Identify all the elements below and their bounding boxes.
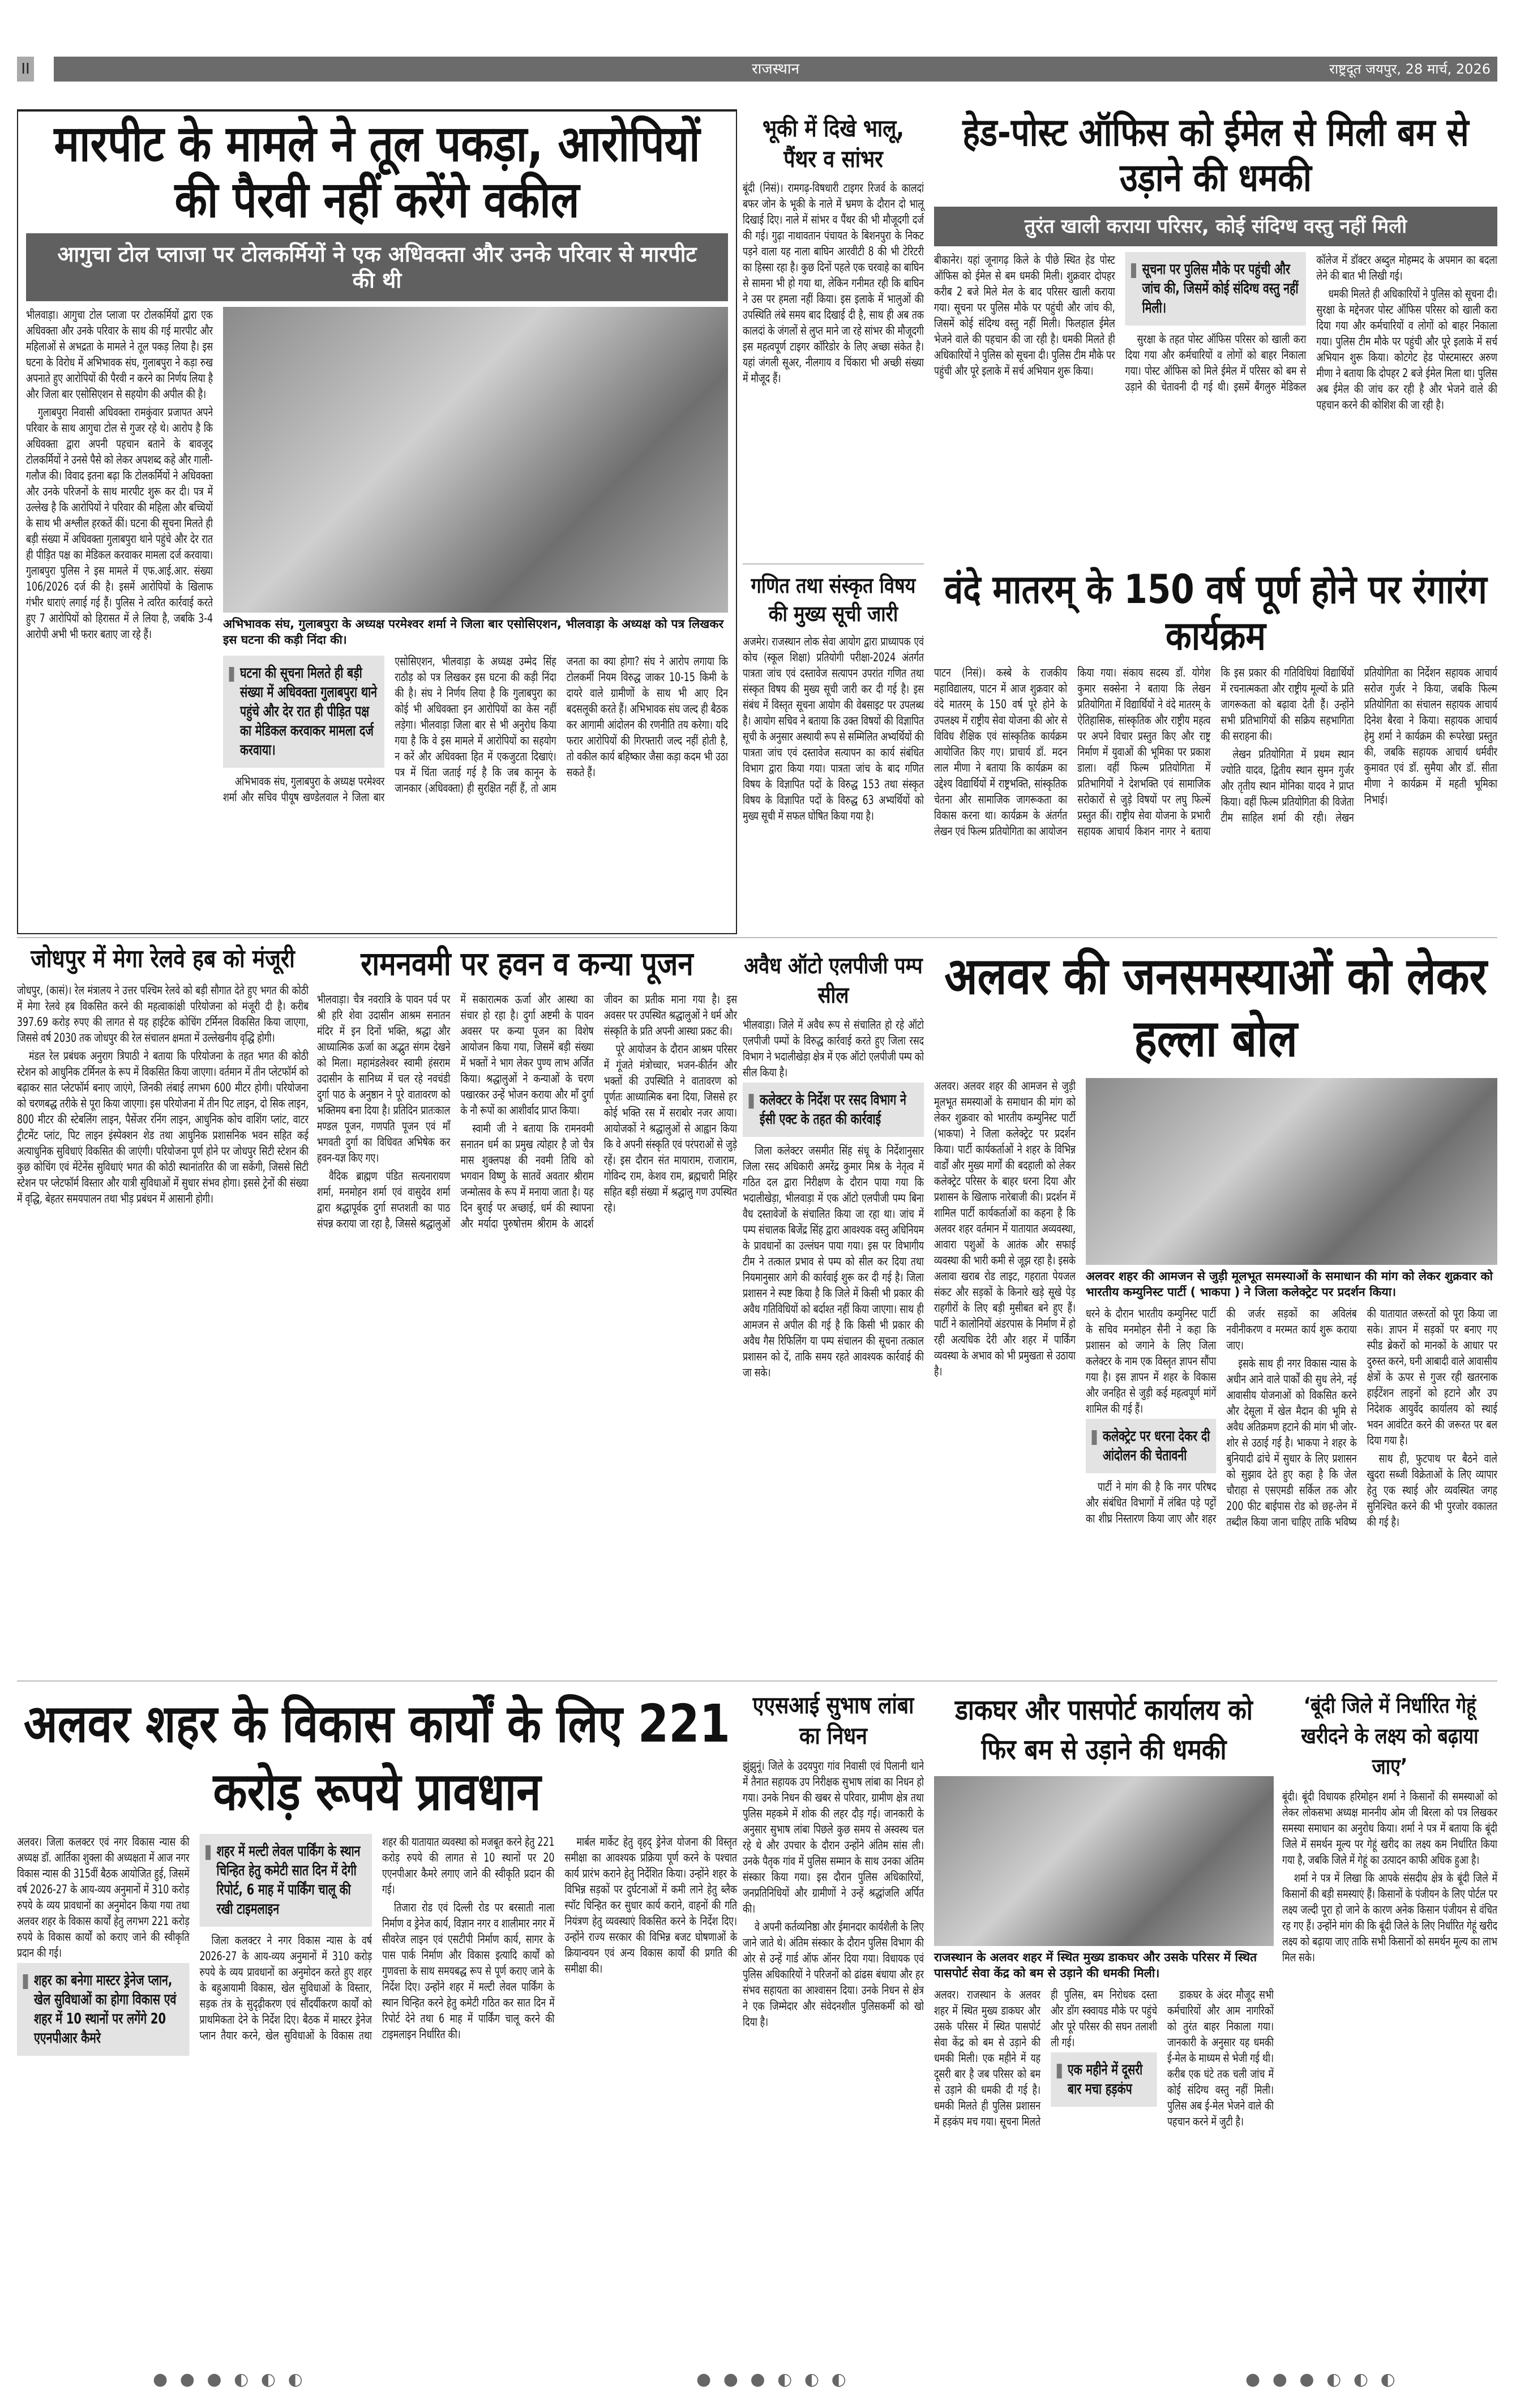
headline: वंदे मातरम् के 150 वर्ष पूर्ण होने पर रंगारंग कार्यक्रम	[944, 566, 1487, 659]
story-subhash	[743, 1690, 924, 2032]
headline: मारपीट के मामले ने तूल पकड़ा, आरोपियों की पैरवी नहीं करेंगे वकील	[54, 114, 700, 229]
article-body: जोधपुर, (कासं)। रेल मंत्रालय ने उत्तर पश्चिम रेलवे को बड़ी सौगात देते हुए भगत की कोठी में मेगा रेलवे हब विकसित करने की महत्वाकांक्षी परियोजना को मंजूरी दी है। करीब 397.69 करोड़ रुपए की लागत से यह हाईटेक कोचिंग टर्मिनल विकसित किया जाएगा, जिससे वर्ष 2030 तक जोधपुर की रेल संचालन क्षमता में उल्लेखनीय वृद्धि होगी। मंडल रेल प्रबंधक अनुराग त्रिपाठी ने बताया कि परियोजना के तहत भगत की कोठी स्टेशन को आधुनिक टर्मिनल के रूप में विकसित किया जाएगा। वर्तमान में तीन प्लेटफॉर्म को बढ़ाकर सात प्लेटफॉर्म बनाए जाएंगे, जिनकी लंबाई लगभग 600 मीटर होगी। परियोजना को चरणबद्ध तरीके से पूरा किया जाएगा। इस परियोजना में तीन पिट लाइन, दो सिक लाइन, 800 मीटर की स्टेबलिंग लाइन, पैसेंजर रनिंग लाइन, आधुनिक कोच वाशिंग प्लांट, वाटर ट्रीटमेंट प्लांट, पिट लाइन इंस्पेक्शन शेड तथा आधुनिक प्रशासनिक भवन सहित कई अत्याधुनिक सुविधाएं विकसित की जाएंगी। परियोजना पूर्ण होने पर जोधपुर सिटी स्टेशन की कुछ कोचिंग एवं मेंटेनेंस सुविधाएं भगत की कोठी स्थानांतरित की जा सकेंगी, जिससे सिटी स्टेशन पर प्लेटफॉर्म विस्तार और यात्री सुविधाओं में सुधार संभव होगा। इससे ट्रेनों की संख्या में वृद्धि, बेहतर समयपालन तथा भीड़ प्रबंधन में आसानी होगी।	[17, 983, 309, 1205]
divider	[17, 937, 1497, 938]
headline: रामनवमी पर हवन व कन्या पूजन	[361, 944, 693, 983]
divider	[17, 1680, 1497, 1682]
highlight-box: सूचना पर पुलिस मौके पर पहुंची और जांच की, जिसमें कोई संदिग्ध वस्तु नहीं मिली।	[1125, 252, 1307, 326]
news-photo	[934, 1776, 1274, 1946]
photo-caption: अभिभावक संघ, गुलाबपुरा के अध्यक्ष परमेश्वर शर्मा ने जिला बार एसोसिएशन, भीलवाड़ा के अध्यक्ष को पत्र लिखकर इस घटना की कड़ी निंदा की।	[223, 617, 724, 647]
article-body: बीकानेर। यहां जूनागढ़ किले के पीछे स्थित हेड पोस्ट ऑफिस को ईमेल से बम धमकी मिली। शुक्रवार दोपहर करीब 2 बजे मिले मेल के बाद परिसर खाली कराया गया। सूचना पर पुलिस मौके पर पहुंची और जांच की, जिसमें कोई संदिग्ध वस्तु नहीं मिली। फिलहाल ईमेल भेजने वाले की पहचान की जा रही है। धमकी मिलते ही अधिकारियों ने पुलिस को सूचना दी। पुलिस टीम मौके पर पहुंची और पूरे इलाके में सर्च अभियान शुरू किया। सूचना पर पुलिस मौके पर पहुंची और जांच की, जिसमें कोई संदिग्ध वस्तु नहीं मिली। सुरक्षा के तहत पोस्ट ऑफिस परिसर को खाली करा दिया गया और कर्मचारियों व लोगों को बाहर निकाला गया। पोस्ट ऑफिस को मिले ईमेल में परिसर को बम से उड़ाने की चेतावनी दी गई थी। इसमें बैंगलुरु मेडिकल कॉलेज में डॉक्टर अब्दुल मोहम्मद के अपमान का बदला लेने की बात भी लिखी गई। धमकी मिलते ही अधिकारियों ने पुलिस को सूचना दी। सुरक्षा के मद्देनजर पोस्ट ऑफिस परिसर को खाली करा दिया गया और कर्मचारियों व लोगों को बाहर निकाला गया। पुलिस टीम मौके पर पहुंची और पूरे इलाके में सर्च अभियान शुरू किया। कोटगेट हेड पोस्टमास्टर अरुण मीणा ने बताया कि दोपहर 2 बजे ईमेल मिला था। पुलिस अब ईमेल की जांच कर रही है और भेजने वाले की पहचान करने की कोशिश की जा रही है।	[934, 253, 1497, 412]
article-body: भीलवाड़ा। चैत्र नवरात्रि के पावन पर्व पर श्री हरि शेवा उदासीन आश्रम सनातन मंदिर में इन दिनों भक्ति, श्रद्धा और आध्यात्मिक ऊर्जा का अद्भुत संगम देखने को मिला। महामंडलेश्वर स्वामी हंसराम उदासीन के सानिध्य में चल रहे नवचंडी दुर्गा पाठ के अनुष्ठान ने पूरे वातावरण को भक्तिमय बना दिया है। प्रतिदिन प्रातःकाल मण्डल पूजन, गणपति पूजन एवं माँ भगवती दुर्गा का विधिवत अभिषेक कर हवन-यज्ञ किए गए। वैदिक ब्राह्मण पंडित सत्यनारायण शर्मा, मनमोहन शर्मा एवं वासुदेव शर्मा द्वारा श्रद्धापूर्वक दुर्गा सप्तशती का पाठ संपन्न कराया जा रहा है, जिससे श्रद्धालुओं में सकारात्मक ऊर्जा और आस्था का संचार हो रहा है। दुर्गा अष्टमी के पावन अवसर पर कन्या पूजन का विशेष आयोजन किया गया, जिसमें बड़ी संख्या में भक्तों ने भाग लेकर पुण्य लाभ अर्जित किया। श्रद्धालुओं ने कन्याओं के चरण पखारकर उन्हें भोजन कराया और माँ दुर्गा के नौ रूपों का आशीर्वाद प्राप्त किया। स्वामी जी ने बताया कि रामनवमी सनातन धर्म का प्रमुख त्योहार है जो चैत्र मास शुक्लपक्ष की नवमी तिथि को भगवान विष्णु के सातवें अवतार श्रीराम जन्मोत्सव के रूप में मनाया जाता है। यह दिन बुराई पर अच्छाई, धर्म की स्थापना और मर्यादा पुरुषोत्तम श्रीराम के आदर्श जीवन का प्रतीक माना गया है। इस अवसर पर उपस्थित श्रद्धालुओं ने धर्म और संस्कृति के प्रति अपनी आस्था प्रकट की। पूरे आयोजन के दौरान आश्रम परिसर में गूंजते मंत्रोच्चार, भजन-कीर्तन और भक्तों की उपस्थिति ने वातावरण को पूर्णतः आध्यात्मिक बना दिया, जिससे हर कोई भक्ति रस में सराबोर नजर आया। आयोजकों ने श्रद्धालुओं से आह्वान किया कि वे अपनी संस्कृति एवं परंपराओं से जुड़े रहें। इस दौरान संत मायाराम, राजाराम, गोविन्द राम, केशव राम, ब्रह्मचारी मिहिर सहित बड़ी संख्या में श्रद्धालु गण उपस्थित रहे।	[317, 993, 737, 1230]
story-vande	[934, 566, 1497, 839]
headline: एएसआई सुभाष लांबा का निधन	[752, 1691, 914, 1750]
headline: ‘बूंदी जिले में निर्धारित गेहूं खरीदने के लक्ष्य को बढ़ाया जाए’	[1301, 1693, 1479, 1779]
headline: डाकघर और पासपोर्ट कार्यालय को फिर बम से उड़ाने की धमकी	[955, 1693, 1253, 1766]
headline: जोधपुर में मेगा रेलवे हब को मंजूरी	[31, 944, 295, 973]
highlight-box: शहर का बनेगा मास्टर ड्रेनेज प्लान, खेल सुविधाओं का होगा विकास एवं शहर में 10 स्थानों पर लगेंगे 20 एएनपीआर कैमरे	[17, 1963, 190, 2056]
news-photo	[1086, 1078, 1497, 1265]
article-body: धरने के दौरान भारतीय कम्युनिस्ट पार्टी के सचिव मनमोहन सैनी ने कहा कि प्रशासन को जगाने के लिए जिला कलेक्टर के नाम एक विस्तृत ज्ञापन सौंपा गया है। इस ज्ञापन में शहर के विकास और जनहित से जुड़ी कई महत्वपूर्ण मांगें शामिल की गई हैं। कलेक्ट्रेट पर धरना देकर दी आंदोलन की चेतावनी पार्टी ने मांग की है कि नगर परिषद और संबंधित विभागों में लंबित पड़े पट्टों का शीघ्र निस्तारण किया जाए और शहर की जर्जर सड़कों का अविलंब नवीनीकरण व मरम्मत कार्य शुरू कराया जाए। इसके साथ ही नगर विकास न्यास के अधीन आने वाले पार्कों की सुध लेने, नई आवासीय योजनाओं को विकसित करने और देसूला में खेल मैदान की भूमि से अवैध अतिक्रमण हटाने की मांग भी जोर-शोर से उठाई गई है। भाकपा ने शहर के बुनियादी ढांचे में सुधार के लिए प्रशासन को सुझाव देते हुए कहा है कि जेल चौराहा से एसएमडी सर्किल तक और 200 फीट बाईपास रोड को छह-लेन में तब्दील किया जाना चाहिए ताकि भविष्य की यातायात जरूरतों को पूरा किया जा सके। ज्ञापन में सड़कों पर बनाए गए स्पीड ब्रेकरों को मानकों के आधार पर दुरुस्त करने, घनी आबादी वाले आवासीय क्षेत्रों के ऊपर से गुजर रही खतरनाक हाईटेंशन लाइनों को हटाने और उप निदेशक आयुर्वेद कार्यालय को स्थाई भवन आवंटित करने की जरूरत पर बल दिया गया है। साथ ही, फुटपाथ पर बैठने वाले खुदरा सब्जी विक्रेताओं के लिए व्यापार हेतु एक स्थाई और व्यवस्थित जगह सुनिश्चित करने की भी पुरजोर वकालत की गई है।	[1086, 1307, 1497, 1529]
headline: अवैध ऑटो एलपीजी पम्प सील	[744, 953, 923, 1008]
headline: अलवर की जनसमस्याओं को लेकर हल्ला बोल	[944, 947, 1487, 1068]
news-photo	[223, 307, 728, 613]
headline: अलवर शहर के विकास कार्यों के लिए 221 करोड़ रूपये प्रावधान	[23, 1693, 731, 1822]
article-body: पाटन (निसं)। कस्बे के राजकीय महाविद्यालय, पाटन में आज शुक्रवार को वंदे मातरम् के 150 वर्ष पूरे होने के उपलक्ष्य में राष्ट्रीय सेवा योजना की ओर से विविध शैक्षिक एवं सांस्कृतिक कार्यक्रम आयोजित किए गए। प्राचार्य डॉ. मदन लाल मीणा ने बताया कि कार्यक्रम का उद्देश्य विद्यार्थियों में राष्ट्रभक्ति, सांस्कृतिक चेतना और सामाजिक जागरूकता का विकास करना था। कार्यक्रम के अंतर्गत लेखन एवं फिल्म प्रतियोगिता का आयोजन किया गया। संकाय सदस्य डॉ. योगेश कुमार सक्सेना ने बताया कि लेखन प्रतियोगिता में विद्यार्थियों ने वंदे मातरम् के ऐतिहासिक, सांस्कृतिक और राष्ट्रीय महत्व पर अपने विचार प्रस्तुत किए और राष्ट्र निर्माण में युवाओं की भूमिका पर प्रकाश डाला। वहीं फिल्म प्रतियोगिता में प्रतिभागियों ने देशभक्ति एवं सामाजिक सरोकारों से जुड़े विषयों पर लघु फिल्में प्रस्तुत कीं। राष्ट्रीय सेवा योजना के प्रभारी सहायक आचार्य किशन नागर ने बताया कि इस प्रकार की गतिविधियां विद्यार्थियों में रचनात्मकता और राष्ट्रीय मूल्यों के प्रति जागरूकता को बढ़ावा देती हैं। उन्होंने सभी प्रतिभागियों की सक्रिय सहभागिता की सराहना की। लेखन प्रतियोगिता में प्रथम स्थान ज्योति यादव, द्वितीय स्थान सुमन गुर्जर और तृतीय स्थान मोनिका यादव ने प्राप्त किया। वहीं फिल्म प्रतियोगिता की विजेता टीम साहिल शर्मा की रही। लेखन प्रतियोगिता का निर्देशन सहायक आचार्य सरोज गुर्जर ने किया, जबकि फिल्म प्रतियोगिता का संचालन सहायक आचार्य दिनेश बैरवा ने किया। सहायक आचार्य हेमु शर्मा ने कार्यक्रम की रूपरेखा प्रस्तुत की, जबकि सहायक आचार्य धर्मवीर कुमावत एवं डॉ. सुमैया और डॉ. सीता मीणा ने कार्यक्रम में महती भूमिका निभाई।	[934, 666, 1497, 838]
dateline: राष्ट्रदूत जयपुर, 28 मार्च, 2026	[1329, 61, 1491, 77]
article-body: अजमेर। राजस्थान लोक सेवा आयोग द्वारा प्राध्यापक एवं कोच (स्कूल शिक्षा) प्रतियोगी परीक्षा-2024 अंतर्गत पात्रता जांच एवं दस्तावेज सत्यापन उपरांत गणित तथा संस्कृत विषय की मुख्य सूची जारी कर दी गई है। इस संबंध में विस्तृत सूचना आयोग की वेबसाइट पर उपलब्ध है। आयोग सचिव ने बताया कि उक्त विषयों की विज्ञापित सूची के अनुसार अस्थायी रूप से सम्मिलित अभ्यर्थियों की पात्रता जांच एवं दस्तावेज सत्यापन का कार्य संबंधित विभाग द्वारा किया गया। पात्रता जांच के बाद गणित विषय के विज्ञापित पदों के विरुद्ध 153 तथा संस्कृत विषय के विज्ञापित पदों के विरुद्ध 63 अभ्यर्थियों को मुख्य सूची में सफल घोषित किया गया है।	[743, 635, 924, 823]
headline: गणित तथा संस्कृत विषय की मुख्य सूची जारी	[751, 573, 916, 626]
story-postoffice	[934, 110, 1497, 413]
article-body-continued: घटना की सूचना मिलते ही बड़ी संख्या में अधिवक्ता गुलाबपुरा थाने पहुंचे और देर रात ही पीड़ित पक्ष का मेडिकल करवाकर मामला दर्ज करवाया। अभिभावक संघ, गुलाबपुरा के अध्यक्ष परमेश्वर शर्मा और सचिव पीयूष खण्डेलवाल ने जिला बार एसोसिएशन, भीलवाड़ा के अध्यक्ष उम्मेद सिंह राठौड़ को पत्र लिखकर इस घटना की कड़ी निंदा की है। संघ ने निर्णय लिया है कि गुलाबपुरा का कोई भी अधिवक्ता इन आरोपियों का केस नहीं लड़ेगा। भीलवाड़ा जिला बार से भी अनुरोध किया गया है कि वे इस मामले में आरोपियों का सहयोग न करें और अधिवक्ता हित में एकजुटता दिखाएं। पत्र में चिंता जताई गई है कि जब कानून के जानकार (अधिवक्ता) ही सुरक्षित नहीं हैं, तो आम जनता का क्या होगा? संघ ने आरोप लगाया कि टोलकर्मी नियम विरुद्ध जाकर 10-15 किमी के दायरे वाले ग्रामीणों के साथ भी आए दिन बदसलूकी करते हैं। अभिभावक संघ जल्द ही बैठक कर आगामी आंदोलन की रणनीति तय करेगा। यदि फरार आरोपियों की गिरफ्तारी जल्द नहीं होती है, तो वकील कार्य बहिष्कार जैसा कड़ा कदम भी उठा सकते हैं।	[223, 655, 728, 805]
story-alwar-protest	[934, 946, 1497, 1530]
photo-caption: राजस्थान के अलवर शहर में स्थित मुख्य डाकघर और उसके परिसर में स्थित पासपोर्ट सेवा केंद्र को बम से उड़ाने की धमकी मिली।	[934, 1951, 1257, 1980]
registration-marks-left: ● ● ● ◐ ◐ ◐	[153, 2369, 306, 2389]
registration-marks-center: ● ● ● ◐ ◐ ◐	[696, 2369, 850, 2389]
story-ramnavami	[317, 943, 737, 1231]
highlight-box: कलेक्टर के निर्देश पर रसद विभाग ने ईसी एक्ट के तहत की कार्रवाई	[743, 1083, 924, 1137]
highlight-box: शहर में मल्टी लेवल पार्किंग के स्थान चिन्हित हेतु कमेटी सात दिन में देगी रिपोर्ट, 6 माह में पार्किंग चालू की रखी टाइमलाइन	[200, 1834, 372, 1927]
highlight-box: कलेक्ट्रेट पर धरना देकर दी आंदोलन की चेतावनी	[1086, 1419, 1216, 1473]
story-bhuki	[743, 113, 924, 388]
story-alwar-budget	[17, 1690, 737, 2056]
article-body: बूंदी (निसं)। रामगढ़-विषधारी टाइगर रिजर्व के कालदां बफर जोन के भूकी के नाले में भ्रमण के दौरान दो भालू दिखाई दिए। नाले में सांभर व पैंथर की भी मौजूदगी दर्ज की गई। गुढ़ा नाथावतान पंचायत के बिशनपुरा के निकट पड़ने वाला यह नाला बाघिन आरवीटी 8 की भी टेरिटरी का हिस्सा रहा है। कुछ दिनों पहले एक चरवाहे का बाघिन से सामना भी हो गया था, लेकिन गनीमत रही कि बाघिन ने उस पर हमला नहीं किया। इस इलाके में भालुओं की उपस्थिति लंबे समय बाद दिखाई दी है, साथ ही अब तक कालदां के जंगलों से लुप्त माने जा रहे सांभर की मौजूदगी इस महत्वपूर्ण टाइगर कॉरिडोर के लिए अच्छा संकेत है। यहां जंगली सूअर, नीलगाय व चिंकारा भी अच्छी संख्या में मौजूद हैं।	[743, 181, 924, 385]
section-title: राजस्थान	[751, 61, 800, 78]
registration-marks-right: ● ● ● ◐ ◐ ◐	[1245, 2369, 1399, 2389]
article-body-lead: अलवर। अलवर शहर की आमजन से जुड़ी मूलभूत समस्याओं के समाधान की मांग को लेकर शुक्रवार को भारतीय कम्युनिस्ट पार्टी (भाकपा) ने जिला कलेक्ट्रेट पर प्रदर्शन किया। पार्टी कार्यकर्ताओं ने शहर के विभिन्न वार्डों और मुख्य मार्गों की बदहाली को लेकर कलेक्ट्रेट परिसर के बाहर धरना दिया और प्रशासन के खिलाफ नारेबाजी की। प्रदर्शन में शामिल पार्टी कार्यकर्ताओं का कहना है कि अलवर शहर वर्तमान में यातायात अव्यवस्था, आवारा पशुओं के आतंक और सफाई व्यवस्था की भारी कमी से जूझ रहा है। इसके अलावा खराब रोड लाइट, गहराता पेयजल संकट और सड़कों के किनारे खड़े सूखे पेड़ राहगीरों के लिए बड़ी मुसीबत बने हुए हैं। पार्टी ने कालोनियों अंडरपास के निर्माण में हो रही अत्यधिक देरी और शहर में पार्किंग व्यवस्था के अभाव को भी प्रमुखता से उठाया है।	[934, 1079, 1076, 1378]
article-body: भीलवाड़ा। जिले में अवैध रूप से संचालित हो रहे ऑटो एलपीजी पम्पों के विरुद्ध कार्रवाई करते हुए जिला रसद विभाग ने भदालीखेड़ा क्षेत्र में एक ऑटो एलपीजी पम्प को सील किया है। कलेक्टर के निर्देश पर रसद विभाग ने ईसी एक्ट के तहत की कार्रवाई जिला कलेक्टर जसमीत सिंह संधू के निर्देशानुसार जिला रसद अधिकारी अमरेंद्र कुमार मिश्र के नेतृत्व में गठित दल द्वारा निरीक्षण के दौरान पाया गया कि भदालीखेड़ा, भीलवाड़ा में एक ऑटो एलपीजी पम्प बिना वैध दस्तावेजों के संचालित किया जा रहा था। जांच में पम्प संचालक बिजेंद्र सिंह द्वारा आवश्यक वस्तु अधिनियम के प्रावधानों का उल्लंघन पाया गया। इस पर विभागीय टीम ने तत्काल प्रभाव से पम्प को सील कर दिया तथा नियमानुसार आगे की कार्रवाई शुरू कर दी गई है। जिला प्रशासन ने स्पष्ट किया है कि जिले में किसी भी प्रकार की अवैध गतिविधियों को बर्दाश्त नहीं किया जाएगा। साथ ही आमजन से अपील की गई है कि किसी भी प्रकार की अवैध गैस रिफिलिंग या पम्प संचालन की सूचना तत्काल प्रशासन को दें, ताकि समय रहते आवश्यक कार्रवाई की जा सके।	[743, 1018, 924, 1379]
subhead: आगुचा टोल प्लाजा पर टोलकर्मियों ने एक अधिवक्ता और उनके परिवार से मारपीट की थी	[26, 233, 728, 301]
photo-caption: अलवर शहर की आमजन से जुड़ी मूलभूत समस्याओं के समाधान की मांग को लेकर शुक्रवार को भारतीय कम्युनिस्ट पार्टी ( भाकपा ) ने जिला कलेक्ट्रेट पर प्रदर्शन किया।	[1086, 1269, 1493, 1299]
story-lpg	[743, 951, 924, 1383]
article-body: अलवर। राजस्थान के अलवर शहर में स्थित मुख्य डाकघर और उसके परिसर में स्थित पासपोर्ट सेवा केंद्र को बम से उड़ाने की धमकी मिली। एक महीने में यह दूसरी बार है जब परिसर को बम से उड़ाने की धमकी दी गई है। धमकी मिलते ही पुलिस प्रशासन में हड़कंप मच गया। सूचना मिलते ही पुलिस, बम निरोधक दस्ता और डॉग स्क्वायड मौके पर पहुंचे और पूरे परिसर की सघन तलाशी ली गई। एक महीने में दूसरी बार मचा हड़कंप डाकघर के अंदर मौजूद सभी कर्मचारियों और आम नागरिकों को तुरंत बाहर निकाला गया। जानकारी के अनुसार यह धमकी ई-मेल के माध्यम से भेजी गई थी। करीब एक घंटे तक चली जांच में कोई संदिग्ध वस्तु नहीं मिली। पुलिस अब ई-मेल भेजने वाले की पहचान करने में जुटी है।	[934, 1988, 1274, 2128]
page-header	[54, 57, 1497, 82]
story-ganit	[743, 563, 924, 826]
article-body: भीलवाड़ा। आगुचा टोल प्लाजा पर टोलकर्मियों द्वारा एक अधिवक्ता और उनके परिवार के साथ की गई मारपीट और महिलाओं से अभद्रता के मामले ने तूल पकड़ लिया है। इस घटना के विरोध में अभिभावक संघ, गुलाबपुरा ने कड़ा रुख अपनाते हुए आरोपियों की पैरवी न करने का निर्णय लिया है और जिला बार एसोसिएशन से सहयोग की अपील की है। गुलाबपुरा निवासी अधिवक्ता रामकुंवार प्रजापत अपने परिवार के साथ आगुचा टोल से गुजर रहे थे। आरोप है कि अधिवक्ता द्वारा अपनी पहचान बताने के बावजूद टोलकर्मियों ने उनसे पैसे को लेकर अपशब्द कहे और गाली-गलौज की। विवाद इतना बढ़ा कि टोलकर्मियों ने अधिवक्ता और उनके परिजनों के साथ मारपीट शुरू कर दी। पत्र में उल्लेख है कि आरोपियों ने परिवार की महिला और बच्चियों के साथ भी अश्लील हरकतें कीं। घटना की सूचना मिलते ही बड़ी संख्या में अधिवक्ता गुलाबपुरा थाने पहुंचे और देर रात ही पीड़ित पक्ष का मेडिकल करवाकर मामला दर्ज करवाया। गुलाबपुरा पुलिस ने इस मामले में एफ.आई.आर. संख्या 106/2026 दर्ज की है। इसमें आरोपियों के खिलाफ गंभीर धाराएं लगाई गई हैं। पुलिस ने त्वरित कार्रवाई करते हुए 7 आरोपियों को हिरासत में ले लिया है, जबकि 3-4 आरोपी अभी भी फरार बताए जा रहे हैं।	[26, 308, 213, 641]
headline: हेड-पोस्ट ऑफिस को ईमेल से मिली बम से उड़ाने की धमकी	[962, 110, 1469, 200]
highlight-box: घटना की सूचना मिलते ही बड़ी संख्या में अधिवक्ता गुलाबपुरा थाने पहुंचे और देर रात ही पीड़ित पक्ष का मेडिकल करवाकर मामला दर्ज करवाया।	[223, 656, 384, 768]
story-jodhpur	[17, 943, 309, 1209]
article-body: बूंदी। बूंदी विधायक हरिमोहन शर्मा ने किसानों की समस्याओं को लेकर लोकसभा अध्यक्ष माननीय ओम जी बिरला को पत्र लिखकर समस्या समाधान का अनुरोध किया। शर्मा ने पत्र में बताया कि बूंदी जिले में समर्थन मूल्य पर गेहूं खरीद का लक्ष्य कम निर्धारित किया गया है, जबकि जिले में गेहूं का उत्पादन काफी अधिक हुआ है। शर्मा ने पत्र में लिखा कि आपके संसदीय क्षेत्र के बूंदी जिले में किसानों की बड़ी समस्याएं हैं। किसानों के पंजीयन के लिए पोर्टल पर लक्ष्य जल्दी पूरा हो जाने के कारण अनेक किसान पंजीयन से वंचित रह गए हैं। उन्होंने मांग की कि बूंदी जिले के लिए निर्धारित गेहूं खरीद लक्ष्य को बढ़ाया जाए ताकि सभी किसानों को समर्थन मूल्य का लाभ मिल सके।	[1282, 1790, 1497, 1964]
article-body: अलवर। जिला कलक्टर एवं नगर विकास न्यास की अध्यक्ष डॉ. आर्तिका शुक्ला की अध्यक्षता में आज नगर विकास न्यास की 315वीं बैठक आयोजित हुई, जिसमें वर्ष 2026-27 के आय-व्यय अनुमानों में 310 करोड़ रुपये के व्यय प्रावधानों का अनुमोदन किया गया तथा अलवर शहर के विकास कार्यों हेतु लगभग 221 करोड़ रुपये के विकास कार्यों को कराए जाने की स्वीकृति प्रदान की गई। शहर का बनेगा मास्टर ड्रेनेज प्लान, खेल सुविधाओं का होगा विकास एवं शहर में 10 स्थानों पर लगेंगे 20 एएनपीआर कैमरे शहर में मल्टी लेवल पार्किंग के स्थान चिन्हित हेतु कमेटी सात दिन में देगी रिपोर्ट, 6 माह में पार्किंग चालू की रखी टाइमलाइन जिला कलक्टर ने नगर विकास न्यास के वर्ष 2026-27 के आय-व्यय अनुमानों में 310 करोड़ रुपये के व्यय प्रावधानों का अनुमोदन करते हुए शहर के बहुआयामी विकास, खेल सुविधाओं के विस्तार, सड़क तंत्र के सुदृढ़ीकरण एवं सौंदर्यीकरण कार्यों को प्राथमिकता देने के निर्देश दिए। बैठक में मास्टर ड्रेनेज प्लान तैयार करने, खेल सुविधाओं के विकास तथा शहर की यातायात व्यवस्था को मजबूत करने हेतु 221 करोड़ रुपये की लागत से 10 स्थानों पर 20 एएनपीआर कैमरे लगाए जाने की स्वीकृति प्रदान की गई। तिजारा रोड एवं दिल्ली रोड पर बरसाती नाला निर्माण व ड्रेनेज कार्य, विज्ञान नगर व शालीमार नगर में सीवरेज लाइन एवं एसटीपी निर्माण कार्य, सागर के पास पार्क निर्माण और विकास इत्यादि कार्यों को गुणवत्ता के साथ समयबद्ध रूप से पूर्ण कराए जाने के निर्देश दिए। उन्होंने शहर में मल्टी लेवल पार्किंग के स्थान चिन्हित करने हेतु कमेटी गठित कर सात दिन में रिपोर्ट देने तथा 6 माह में पार्किंग चालू करने की टाइमलाइन निर्धारित की। मार्बल मार्केट हेतु वृहद् ड्रेनेज योजना की विस्तृत समीक्षा का आवश्यक प्रक्रिया पूर्ण करने के पश्चात कार्य प्रारंभ कराने हेतु निर्देशित किया। उन्होंने शहर के विभिन्न सड़कों पर दुर्घटनाओं में कमी लाने हेतु ब्लैक स्पॉट चिन्हित कर सुधार कार्य कराने, वाहनों की गति नियंत्रण हेतु व्यवस्थाएं विकसित करने के निर्देश दिए। उन्होंने राज्य सरकार की विभिन्न बजट घोषणाओं के क्रियान्वयन एवं अन्य विकास कार्यों की प्रगति की समीक्षा की।	[17, 1834, 737, 2056]
story-bundi	[1282, 1690, 1497, 1968]
highlight-box: एक महीने में दूसरी बार मचा हड़कंप	[1051, 2052, 1157, 2107]
story-dakghar	[934, 1690, 1274, 2129]
story-lawyer	[17, 109, 737, 934]
headline: भूकी में दिखे भालू, पैंथर व सांभर	[763, 114, 904, 173]
subhead: तुरंत खाली कराया परिसर, कोई संदिग्ध वस्तु नहीं मिली	[934, 207, 1497, 246]
page-number: II	[17, 57, 34, 82]
article-body: झुंझुनूं। जिले के उदयपुरा गांव निवासी एवं पिलानी थाने में तैनात सहायक उप निरीक्षक सुभाष लांबा का निधन हो गया। उनके निधन की खबर से परिवार, ग्रामीण क्षेत्र तथा पुलिस महकमे में शोक की लहर दौड़ गई। जानकारी के अनुसार सुभाष लांबा पिछले कुछ समय से अस्वस्थ चल रहे थे और उपचार के दौरान उन्होंने अंतिम सांस ली। उनके पैतृक गांव में पुलिस सम्मान के साथ उनका अंतिम संस्कार किया गया। इस दौरान पुलिस अधिकारियों, जनप्रतिनिधियों और ग्रामीणों ने उन्हें श्रद्धांजलि अर्पित की। वे अपनी कर्तव्यनिष्ठा और ईमानदार कार्यशैली के लिए जाने जाते थे। अंतिम संस्कार के दौरान पुलिस विभाग की ओर से उन्हें गार्ड ऑफ ऑनर दिया गया। विधायक एवं पुलिस अधिकारियों ने परिजनों को ढांढस बंधाया और हर संभव सहायता का आश्वासन दिया। उनके निधन से क्षेत्र ने एक जिम्मेदार और संवेदनशील पुलिसकर्मी को खो दिया है।	[743, 1759, 924, 2029]
